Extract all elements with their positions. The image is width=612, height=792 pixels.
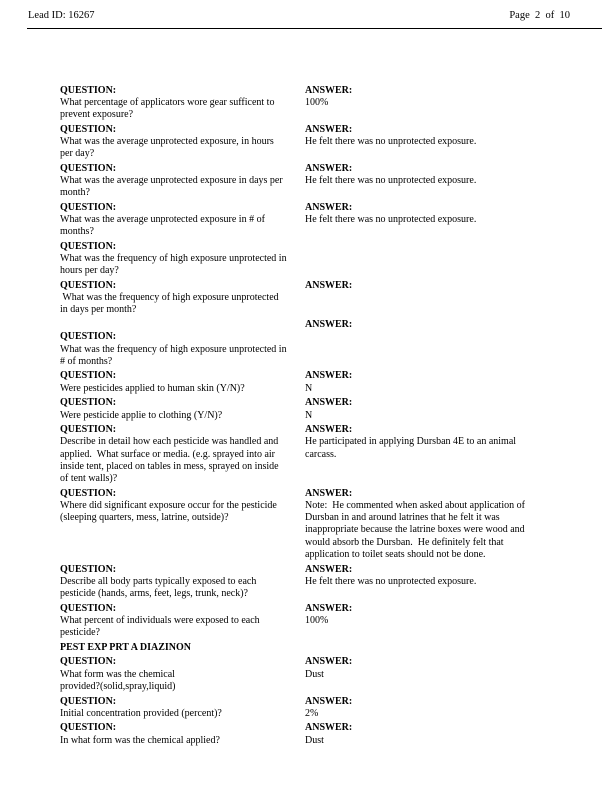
answer-label: ANSWER: xyxy=(305,424,353,436)
line-left-text xyxy=(60,537,305,549)
answer-label: ANSWER: xyxy=(305,84,353,96)
line-right-text xyxy=(305,681,584,693)
line-right-text xyxy=(305,642,584,654)
document-line xyxy=(60,397,584,409)
document-line xyxy=(60,681,584,693)
line-left-text: What was the frequency of high exposure unprotected in xyxy=(60,343,287,355)
line-right-text xyxy=(305,344,584,356)
line-right-text: Dust xyxy=(305,668,324,680)
question-label: QUESTION: xyxy=(60,331,117,343)
line-left-text: Initial concentration provided (percent)? xyxy=(60,707,222,719)
document-line xyxy=(60,488,584,500)
line-right-text: He felt there was no unprotected exposure. xyxy=(305,575,477,587)
document-line xyxy=(60,576,584,588)
document-line xyxy=(60,265,584,277)
line-right-text xyxy=(305,461,584,473)
document-line xyxy=(60,669,584,681)
line-right-text: would absorb the Dursban. He definitely felt that xyxy=(305,536,504,548)
line-left-text: Describe in detail how each pesticide was handled and xyxy=(60,436,279,448)
document-line xyxy=(60,615,584,627)
document-line xyxy=(60,356,584,368)
line-left-text: What was the frequency of high exposure unprotected xyxy=(60,292,279,304)
line-right-text: carcass. xyxy=(305,448,337,460)
document-line xyxy=(60,344,584,356)
document-line xyxy=(60,549,584,561)
line-left-text xyxy=(60,549,305,561)
line-left-text: Were pesticides applied to human skin (Y/N)? xyxy=(60,382,245,394)
document-line xyxy=(60,136,584,148)
line-left-text: of tent walls)? xyxy=(60,473,118,485)
line-left-text: What was the average unprotected exposure, in hours xyxy=(60,135,274,147)
question-label: QUESTION: xyxy=(60,424,117,436)
document-line xyxy=(60,449,584,461)
question-label: QUESTION: xyxy=(60,602,117,614)
document-line xyxy=(60,603,584,615)
answer-label: ANSWER: xyxy=(305,280,353,292)
line-right-text: Dust xyxy=(305,734,324,746)
question-label: QUESTION: xyxy=(60,240,117,252)
document-line xyxy=(60,473,584,485)
document-line xyxy=(60,319,584,331)
line-right-text: He participated in applying Dursban 4E to an animal xyxy=(305,436,517,448)
line-right-text xyxy=(305,473,584,485)
document-line xyxy=(60,292,584,304)
line-right-text: N xyxy=(305,382,313,394)
answer-label: ANSWER: xyxy=(305,162,353,174)
document-line xyxy=(60,226,584,238)
line-left-text: Where did significant exposure occur for the pesticide xyxy=(60,500,277,511)
document-line xyxy=(60,537,584,549)
line-left-text: pesticide? xyxy=(60,627,100,639)
line-left-text: pesticide (hands, arms, feet, legs, trunk, neck)? xyxy=(60,587,248,599)
document-line xyxy=(60,424,584,436)
line-left-text: month? xyxy=(60,187,90,199)
line-right-text xyxy=(305,226,584,238)
line-right-text xyxy=(305,304,584,316)
line-left-text: in days per month? xyxy=(60,304,137,316)
document-line xyxy=(60,331,584,343)
answer-label: ANSWER: xyxy=(305,656,353,668)
document-line xyxy=(60,97,584,109)
lead-id: Lead ID: 16267 xyxy=(28,10,95,21)
answer-label: ANSWER: xyxy=(305,123,353,135)
document-line xyxy=(60,370,584,382)
question-label: QUESTION: xyxy=(60,487,117,499)
line-left-text: What percentage of applicators wore gear sufficent to xyxy=(60,96,275,108)
document-line xyxy=(60,410,584,422)
answer-label: ANSWER: xyxy=(305,370,353,382)
document-line xyxy=(60,163,584,175)
answer-label: ANSWER: xyxy=(305,201,353,213)
question-label: QUESTION: xyxy=(60,722,117,734)
line-right-text: Note: He commented when asked about application of xyxy=(305,500,525,511)
document-line xyxy=(60,461,584,473)
line-left-text: # of months? xyxy=(60,355,113,367)
question-label: QUESTION: xyxy=(60,84,117,96)
question-label: QUESTION: xyxy=(60,201,117,213)
line-right-text: N xyxy=(305,409,313,421)
line-right-text: inappropriate because the latrine boxes were wood and xyxy=(305,524,525,536)
line-right-text: He felt there was no unprotected exposure. xyxy=(305,135,477,147)
line-right-text xyxy=(305,265,584,277)
document-line xyxy=(60,148,584,160)
line-left-text: What was the average unprotected exposure in # of xyxy=(60,214,265,226)
document-line xyxy=(60,202,584,214)
document-line xyxy=(60,500,584,512)
document-line xyxy=(60,564,584,576)
document-line xyxy=(60,588,584,600)
document-line xyxy=(60,124,584,136)
answer-label: ANSWER: xyxy=(305,319,353,331)
document-line xyxy=(60,524,584,536)
line-left-text: applied. What surface or media. (e.g. sprayed into air xyxy=(60,448,276,460)
line-left-text: Were pesticide applie to clothing (Y/N)? xyxy=(60,409,223,421)
document-line xyxy=(60,383,584,395)
question-label: QUESTION: xyxy=(60,162,117,174)
document-body xyxy=(0,29,612,747)
line-right-text xyxy=(305,109,584,121)
section-heading: PEST EXP PRT A DIAZINON xyxy=(60,641,191,653)
document-line xyxy=(60,696,584,708)
line-left-text: In what form was the chemical applied? xyxy=(60,734,220,746)
line-left-text: provided?(solid,spray,liquid) xyxy=(60,680,176,692)
line-right-text xyxy=(305,292,584,304)
document-line xyxy=(60,708,584,720)
line-right-text: 100% xyxy=(305,614,329,626)
line-left-text: inside tent, placed on tables in mess, sprayed on inside xyxy=(60,460,279,472)
answer-label: ANSWER: xyxy=(305,397,353,409)
line-left-text: (sleeping quarters, mess, latrine, outside)? xyxy=(60,512,229,524)
line-left-text xyxy=(60,319,305,331)
page-header xyxy=(0,0,612,22)
line-right-text xyxy=(305,356,584,368)
line-left-text: What percent of individuals were exposed to each xyxy=(60,614,260,626)
question-label: QUESTION: xyxy=(60,370,117,382)
question-label: QUESTION: xyxy=(60,656,117,668)
line-right-text xyxy=(305,253,584,265)
document-line xyxy=(60,85,584,97)
line-right-text xyxy=(305,588,584,600)
document-line xyxy=(60,735,584,747)
question-label: QUESTION: xyxy=(60,397,117,409)
line-left-text: per day? xyxy=(60,148,95,160)
question-label: QUESTION: xyxy=(60,563,117,575)
line-left-text: What was the average unprotected exposure in days per xyxy=(60,174,283,186)
document-line xyxy=(60,280,584,292)
question-label: QUESTION: xyxy=(60,695,117,707)
document-line xyxy=(60,214,584,226)
line-right-text: He felt there was no unprotected exposure. xyxy=(305,214,477,226)
line-right-text: 2% xyxy=(305,707,319,719)
document-line xyxy=(60,722,584,734)
document-line xyxy=(60,656,584,668)
line-right-text xyxy=(305,148,584,160)
page-number: Page 2 of 10 xyxy=(509,10,570,21)
line-left-text: hours per day? xyxy=(60,265,119,277)
line-right-text xyxy=(305,241,584,253)
line-left-text: prevent exposure? xyxy=(60,108,134,120)
answer-label: ANSWER: xyxy=(305,695,353,707)
question-label: QUESTION: xyxy=(60,280,117,292)
answer-label: ANSWER: xyxy=(305,487,353,499)
line-right-text xyxy=(305,331,584,343)
line-left-text: What form was the chemical xyxy=(60,668,175,680)
line-right-text: application to toilet seats should not be done. xyxy=(305,548,486,560)
document-line xyxy=(60,304,584,316)
answer-label: ANSWER: xyxy=(305,722,353,734)
line-left-text xyxy=(60,524,305,536)
line-right-text: He felt there was no unprotected exposure. xyxy=(305,174,477,186)
line-right-text: 100% xyxy=(305,96,329,108)
document-line xyxy=(60,187,584,199)
document-line xyxy=(60,512,584,524)
document-line xyxy=(60,627,584,639)
document-line xyxy=(60,436,584,448)
line-left-text: Describe all body parts typically exposed to each xyxy=(60,575,257,587)
document-line xyxy=(60,253,584,265)
line-right-text xyxy=(305,627,584,639)
line-right-text: Dursban in and around latrines that he felt it was xyxy=(305,512,500,524)
document-line xyxy=(60,109,584,121)
line-left-text: months? xyxy=(60,226,94,238)
answer-label: ANSWER: xyxy=(305,563,353,575)
line-left-text: What was the frequency of high exposure unprotected in xyxy=(60,253,287,265)
question-label: QUESTION: xyxy=(60,123,117,135)
line-right-text xyxy=(305,187,584,199)
answer-label: ANSWER: xyxy=(305,602,353,614)
document-line xyxy=(60,175,584,187)
document-line xyxy=(60,241,584,253)
document-line xyxy=(60,642,584,654)
